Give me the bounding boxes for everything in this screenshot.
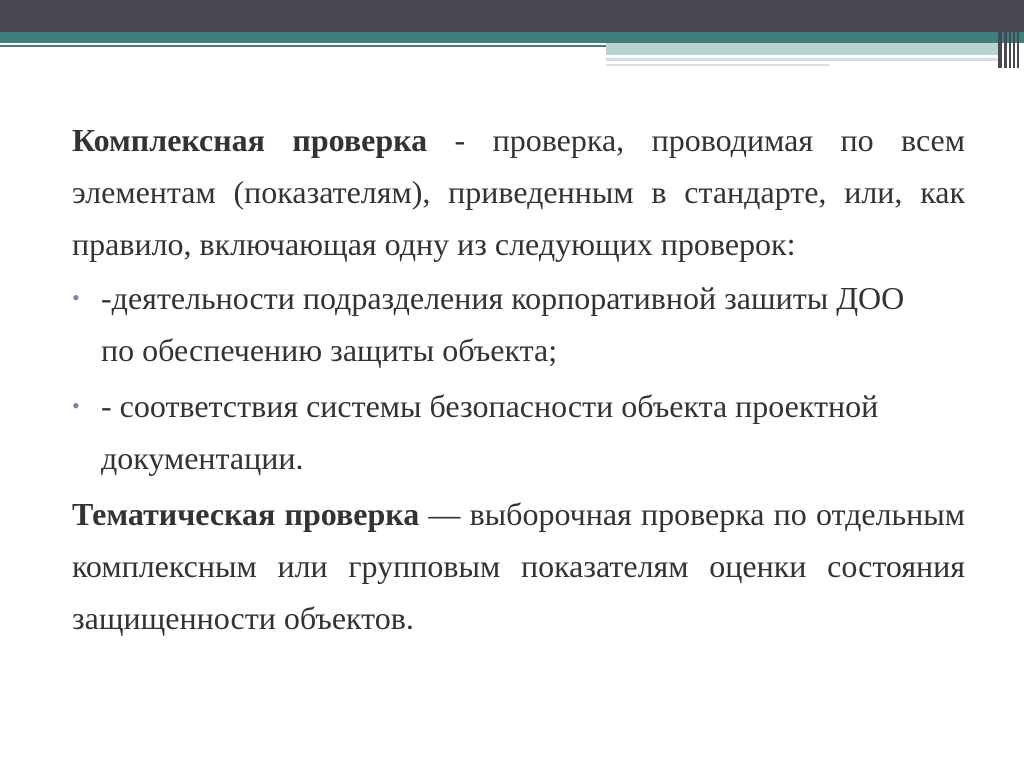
list-item (72, 272, 965, 376)
header-accent-line (0, 45, 606, 47)
header-vertical-bar (998, 0, 1002, 68)
header-vertical-bar (1009, 0, 1011, 68)
header-dark-band (0, 0, 1024, 32)
header-light-line-short (606, 64, 830, 66)
header-light-line (606, 58, 998, 61)
list-item-text: - соответствия системы безопасности объекта проектной документации. (101, 388, 879, 476)
definition-paragraph-complex (72, 114, 965, 270)
definition-paragraph-thematic (72, 488, 965, 644)
bullet-icon: • (72, 285, 80, 310)
definition-text-thematic: — выборочная проверка по отдельным комплексным или групповым показателям оценки состояния защищенности объектов. (72, 496, 966, 636)
term-thematic-check: Тематическая проверка (72, 496, 420, 532)
list-item (72, 380, 965, 484)
header-vertical-bar (1013, 0, 1015, 68)
header-light-block (606, 43, 998, 55)
header-vertical-bar (1004, 0, 1007, 68)
definition-text-complex: - проверка, проводимая по всем элементам (показателям), приведенным в стандарте, или, как правило, включающая одну из следующих проверок: (72, 122, 965, 262)
bullet-icon: • (72, 393, 80, 418)
bullet-list (72, 272, 965, 484)
term-complex-check: Комплексная проверка (72, 122, 428, 158)
header-teal-band (0, 32, 1024, 43)
header-vertical-bar (1017, 0, 1019, 68)
list-item-text: -деятельности подразделения корпоративной зашиты ДОО по обеспечению защиты объекта; (101, 280, 905, 368)
slide-content (72, 114, 965, 644)
